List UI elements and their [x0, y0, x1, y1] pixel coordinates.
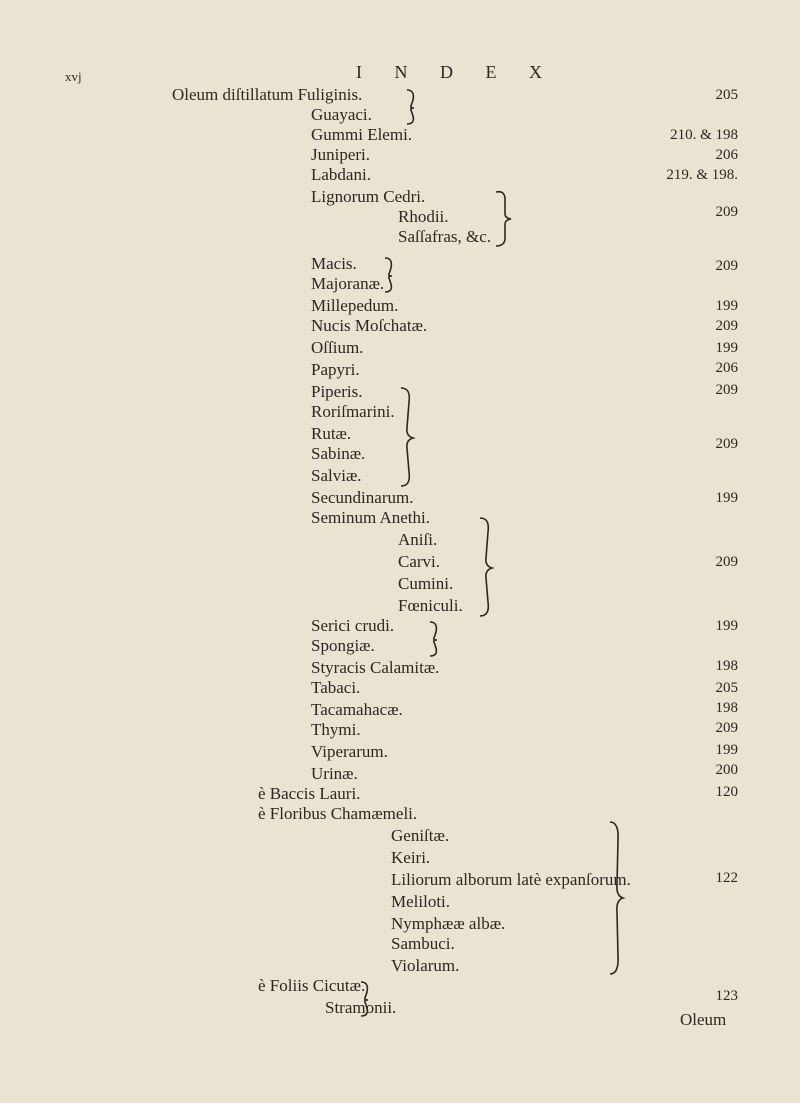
entry-label: Spongiæ. — [311, 636, 375, 655]
entry-label: Juniperi. — [311, 145, 371, 164]
entry-label: Tacamahacæ. — [311, 700, 403, 719]
entry-page: 209 — [715, 436, 738, 452]
entry-label: Roriſmarini. — [311, 402, 395, 421]
brace-icon — [359, 980, 373, 1018]
entry-label: Cumini. — [398, 574, 454, 593]
entry-label: Gummi Elemi. — [311, 125, 413, 144]
entry-label: Oleum diſtillatum Fuliginis. — [172, 85, 363, 104]
entry-label: Oſſium. — [311, 338, 364, 357]
entry-label: Sabinæ. — [311, 444, 366, 463]
entry-label: Guayaci. — [311, 105, 372, 124]
entry-label: Lignorum Cedri. — [311, 187, 426, 206]
brace-icon — [405, 88, 419, 126]
entry-label: Geniſtæ. — [391, 826, 450, 845]
entry-page: 209 — [715, 720, 738, 736]
entry-label: Nymphææ albæ. — [391, 914, 506, 933]
entry-page: 123 — [715, 988, 738, 1004]
entry-page: 199 — [715, 340, 738, 356]
entry-page: 200 — [715, 762, 738, 778]
entry-label: Papyri. — [311, 360, 360, 379]
catchword: Oleum — [680, 1010, 727, 1029]
entry-label: Piperis. — [311, 382, 363, 401]
entry-label: Thymi. — [311, 720, 361, 739]
entry-page: 198 — [715, 700, 738, 716]
entry-page: 205 — [715, 87, 738, 103]
entry-page: 205 — [715, 680, 738, 696]
entry-label: Rutæ. — [311, 424, 352, 443]
entry-page: 209 — [715, 382, 738, 398]
entry-label: Stramonii. — [325, 998, 397, 1017]
entry-label: è Floribus Chamæmeli. — [258, 804, 418, 823]
brace-icon — [428, 620, 442, 658]
entry-page: 120 — [715, 784, 738, 800]
entry-label: Carvi. — [398, 552, 441, 571]
page-title: I N D E X — [356, 62, 556, 82]
entry-label: Secundinarum. — [311, 488, 414, 507]
entry-label: Macis. — [311, 254, 357, 273]
entry-page: 209 — [715, 318, 738, 334]
entry-label: Seminum Anethi. — [311, 508, 430, 527]
entry-label: Styracis Calamitæ. — [311, 658, 440, 677]
entry-label: Violarum. — [391, 956, 460, 975]
brace-icon — [493, 188, 515, 250]
entry-label: Labdani. — [311, 165, 371, 184]
entry-page: 198 — [715, 658, 738, 674]
entry-label: Fœniculi. — [398, 596, 463, 615]
entry-label: Saſſafras, &c. — [398, 227, 491, 246]
brace-icon — [607, 818, 629, 978]
entry-label: Millepedum. — [311, 296, 399, 315]
entry-label: Aniſi. — [398, 530, 438, 549]
entry-page: 209 — [715, 204, 738, 220]
entry-page: 206 — [715, 147, 738, 163]
entry-label: Tabaci. — [311, 678, 361, 697]
page-number: xvj — [65, 69, 82, 84]
entry-page: 209 — [715, 258, 738, 274]
entry-label: Rhodii. — [398, 207, 449, 226]
entry-page: 209 — [715, 554, 738, 570]
entry-page: 219. & 198. — [666, 167, 738, 183]
entry-label: Serici crudi. — [311, 616, 395, 635]
entry-label: Salviæ. — [311, 466, 362, 485]
entry-label: Keiri. — [391, 848, 431, 867]
entry-label: Urinæ. — [311, 764, 358, 783]
entry-page: 199 — [715, 742, 738, 758]
entry-page: 199 — [715, 298, 738, 314]
entry-label: Viperarum. — [311, 742, 388, 761]
entry-label: Majoranæ. — [311, 274, 385, 293]
entry-page: 199 — [715, 618, 738, 634]
entry-label: Sambuci. — [391, 934, 455, 953]
entry-label: Liliorum alborum latè expanſorum. — [391, 870, 631, 889]
entry-page: 122 — [715, 870, 738, 886]
entry-page: 199 — [715, 490, 738, 506]
entry-page: 210. & 198 — [670, 127, 738, 143]
entry-label: Meliloti. — [391, 892, 451, 911]
entry-label: Nucis Moſchatæ. — [311, 316, 428, 335]
brace-icon — [476, 514, 498, 620]
brace-icon — [383, 256, 397, 294]
brace-icon — [397, 384, 419, 490]
entry-label: è Baccis Lauri. — [258, 784, 361, 803]
entry-page: 206 — [715, 360, 738, 376]
entry-label: è Foliis Cicutæ. — [258, 976, 366, 995]
